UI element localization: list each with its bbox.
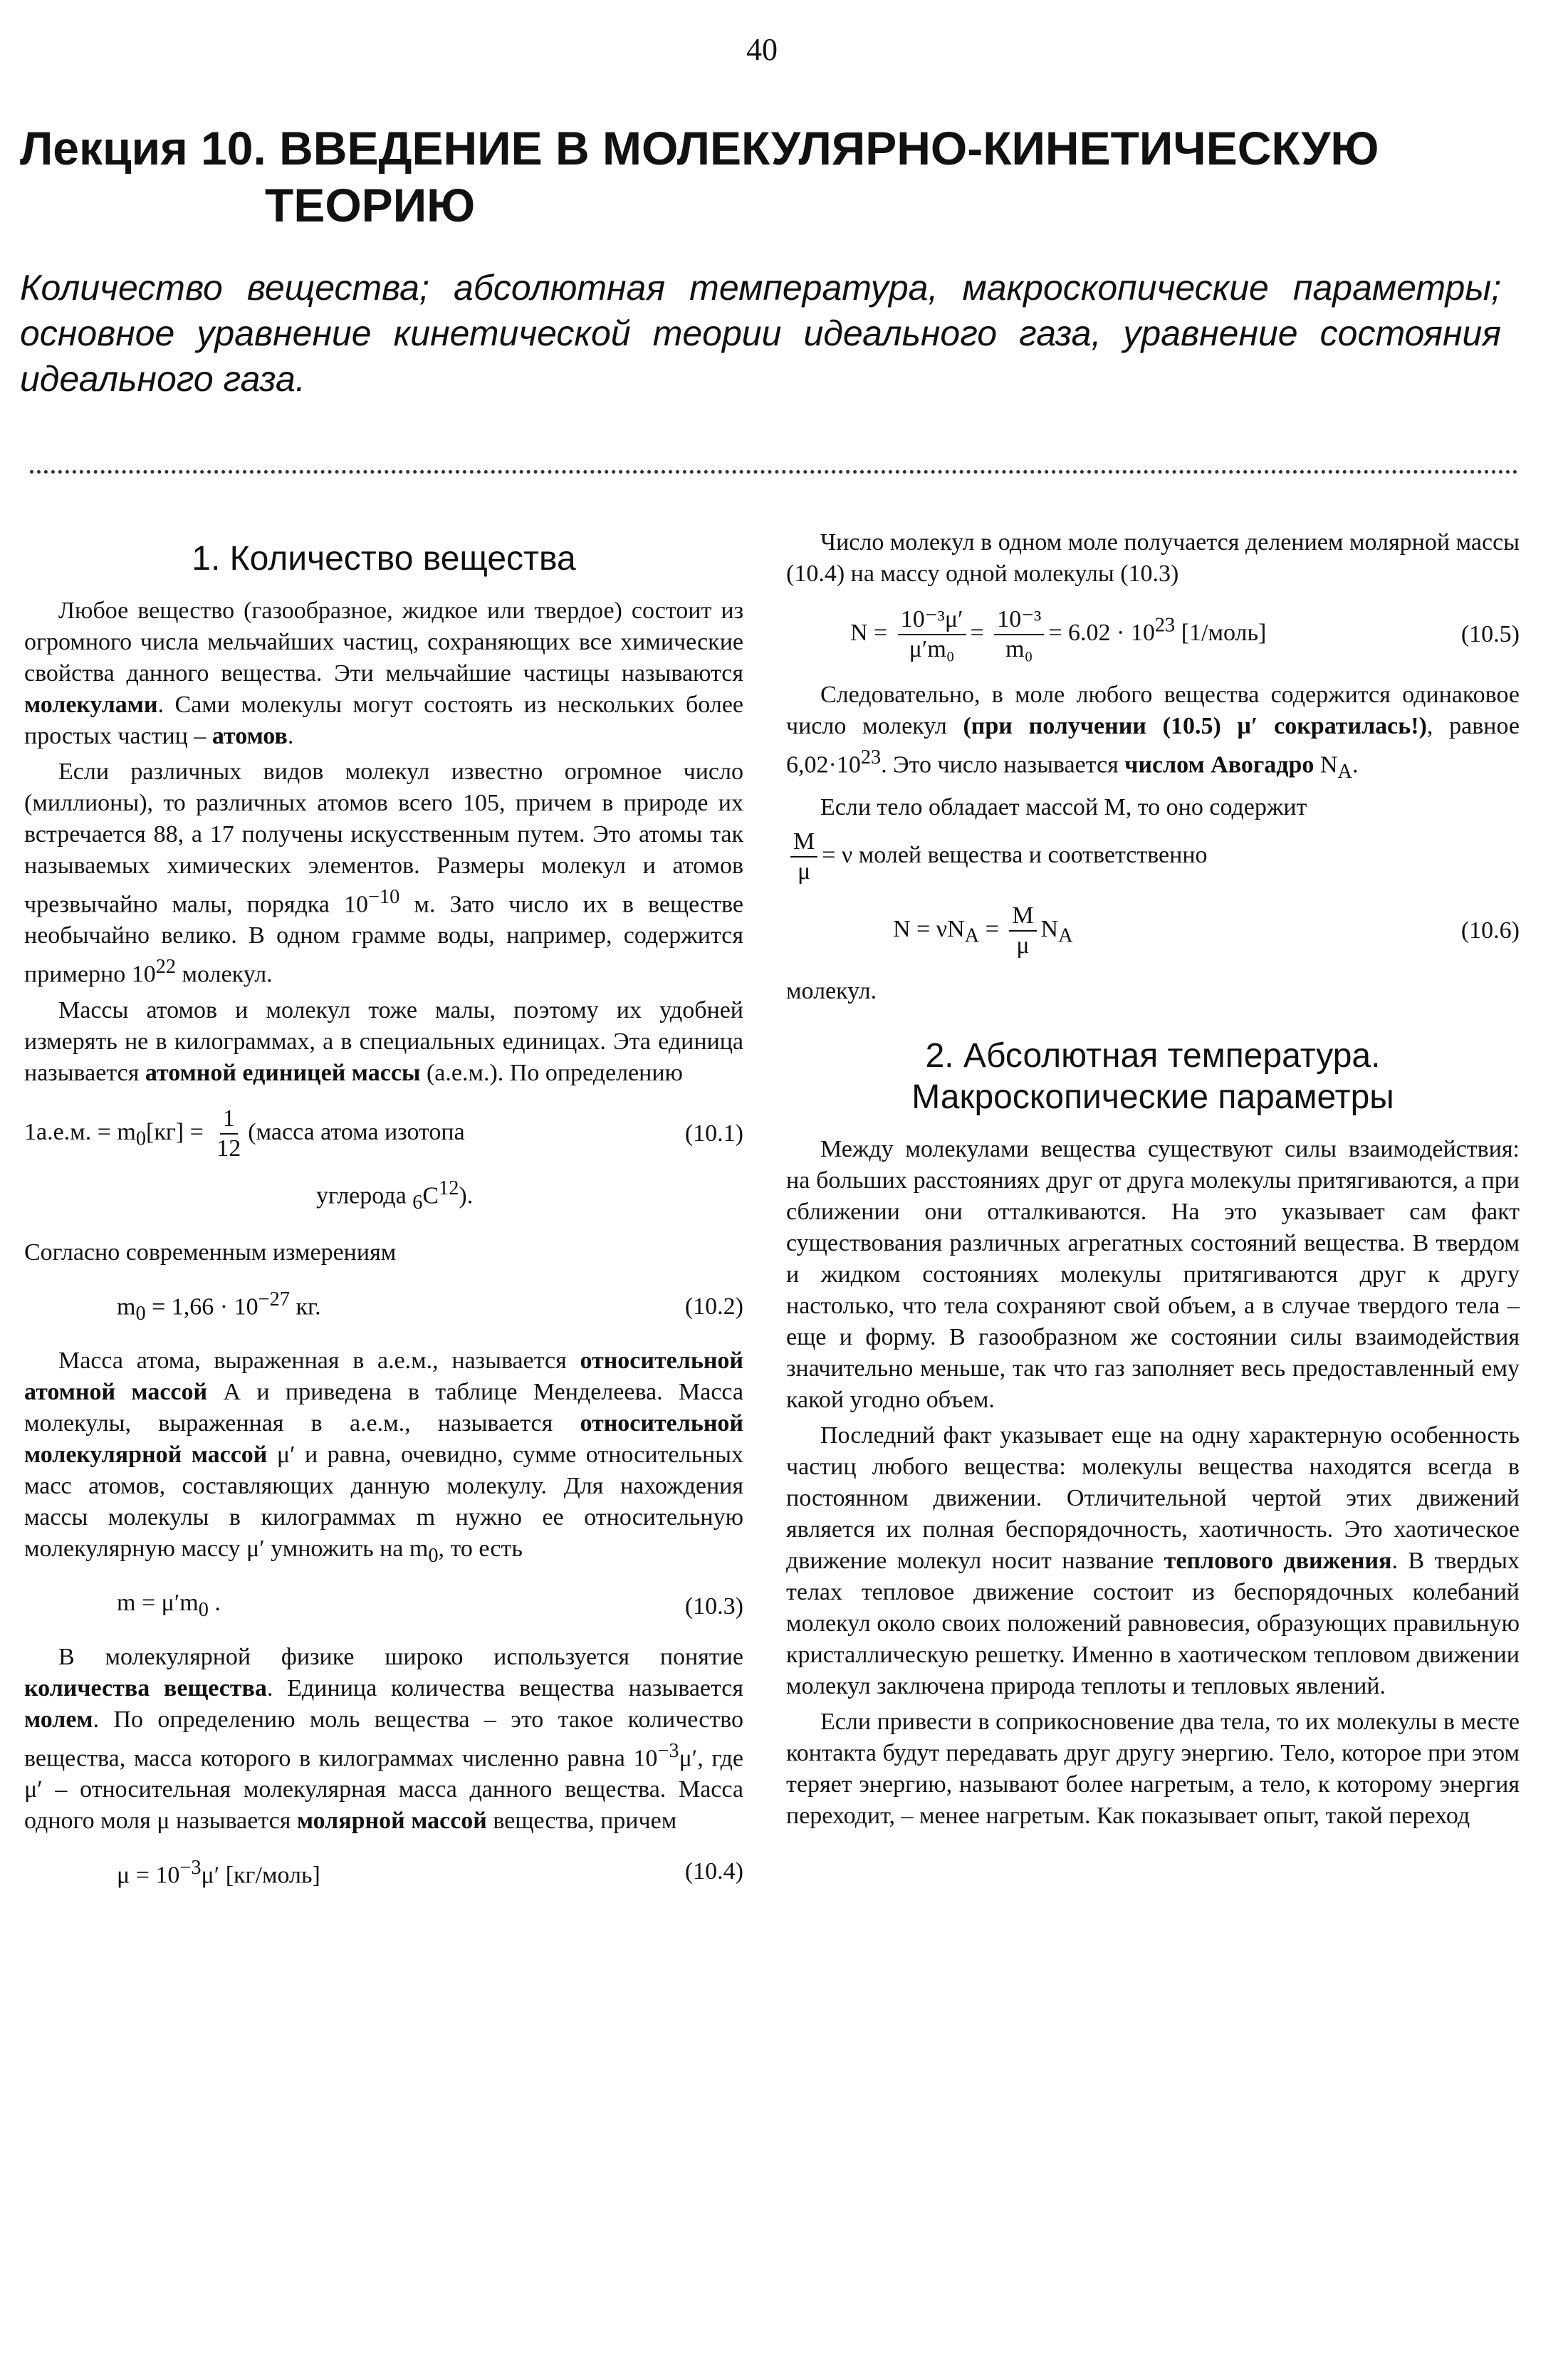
term-molar-mass: молярной массой xyxy=(296,1807,487,1834)
lecture-title xyxy=(20,120,1515,234)
paragraph: Число молекул в одном моле получается делением молярной массы (10.4) на массу одной молекулы (10.3) xyxy=(786,529,1520,587)
paragraph: Если привести в соприкосновение два тела, то их молекулы в месте контакта будут передавать друг другу энергию. Тело, которое при этом теряет энергию, называют более нагретым, а тело, к которому энергия переходит, – менее нагретым. Как показывает опыт, такой переход xyxy=(786,1709,1520,1830)
equation-number: (10.4) xyxy=(684,1857,743,1885)
equation-number: (10.1) xyxy=(684,1120,743,1147)
paragraph: Массы атомов и молекул тоже малы, поэтому их удобней измерять не в килограммах, а в специальных единицах. Эта единица называется атомной единицей массы (а.е.м.). По определению xyxy=(24,996,743,1086)
paragraph: В молекулярной физике широко используется понятие количества вещества. Единица количества вещества называется молем. По определению моль вещества – это такое количество вещества, масса которого в килограммах численно равна $10^{-3}\mu'$, где μ′ – относительная молекулярная масса данного вещества. Масса одного моля μ называется молярной массой вещества, причем xyxy=(24,1643,743,1834)
formula-10-6: $N = \nu N_A$ = $\frac{M}{\mu}$ $N_A$ (10.6) xyxy=(893,902,1520,959)
lecture-abstract: Количество вещества; абсолютная температура, макроскопические параметры; основное уравнение кинетической теории идеального газа, уравнение состояния идеального газа. xyxy=(20,268,1501,399)
paragraph: Между молекулами вещества существуют силы взаимодействия: на больших расстояниях друг от друга молекулы притягиваются, а при сближении они отталкиваются. На это указывает сам факт существования различных агрегатных состояний вещества. В твердом и жидком состояниях молекулы притягиваются друг к другу настолько, что тела сохраняют свой объем, а в случае твердого тела – еще и форму. В газообразном же состоянии силы взаимодействия значительно меньше, так что газ заполняет весь предоставленный ему какой угодно объем. xyxy=(786,1136,1520,1414)
term-atoms: атомов xyxy=(211,723,288,749)
lecture-title-line-2: ТЕОРИЮ xyxy=(265,179,476,231)
equation-number: (10.5) xyxy=(1460,621,1520,647)
formula-10-4: $\mu = 10^{-3}\mu'$ [кг/моль] (10.4) xyxy=(117,1856,743,1889)
term-amount-of-substance: количества вещества xyxy=(24,1674,267,1701)
equation-number: (10.6) xyxy=(1460,917,1520,944)
lecture-title-line-1: Лекция 10. ВВЕДЕНИЕ В МОЛЕКУЛЯРНО-КИНЕТИЧЕСКУЮ xyxy=(20,122,1379,174)
section-2-heading-line-2: Макроскопические параметры xyxy=(911,1078,1394,1117)
term-avogadro-number: числом Авогадро xyxy=(1124,751,1314,778)
term-molecules: молекулами xyxy=(24,692,158,718)
paragraph: Масса атома, выраженная в а.е.м., называется относительной атомной массой А и приведена в таблице Менделеева. Масса молекулы, выраженная в а.е.м., называется относительной молекулярной массой μ′ и равна, очевидно, сумме относительных масс атомов, составляющих данную молекулу. Для нахождения массы молекулы в килограммах m нужно ее относительную молекулярную массу μ′ умножить на $m_0$, то есть xyxy=(24,1347,744,1567)
formula-10-2: $m_0 = 1,66 \cdot 10^{-27}$ кг. (10.2) xyxy=(117,1288,743,1325)
formula-10-1: 1а.е.м. = $m_0[кг]$ = $\frac{1}{12}$ (масса атома изотопа (10.1) xyxy=(24,1105,743,1162)
term-relative-molecular-mass: относительной молекулярной массой xyxy=(24,1409,744,1468)
left-column xyxy=(24,527,743,1907)
section-1-heading: 1. Количество вещества xyxy=(192,540,576,578)
formula-10-5: N = $\frac{\text{10⁻³μ′}}{\text{μ′m₀}}$ = $\frac{\text{10⁻³}}{\text{m₀}}$ = $6.02 \cdot 10^{23}$ [1/моль] (10.5) xyxy=(850,606,1520,662)
page-number: 40 xyxy=(746,32,778,67)
moles-fraction: $\frac{M}{\mu}$ = ν молей вещества и соответственно xyxy=(786,828,1520,886)
equation-number: (10.3) xyxy=(684,1593,743,1620)
equation-number: (10.2) xyxy=(684,1293,743,1320)
dotted-divider xyxy=(30,470,1518,474)
right-column xyxy=(786,527,1520,1836)
paragraph: Согласно современным измерениям xyxy=(24,1239,397,1266)
paragraph: Любое вещество (газообразное, жидкое или твердое) состоит из огромного числа мельчайших частиц, сохраняющих все химические свойства данного вещества. Эти мельчайшие частицы называются молекулами. Сами молекулы могут состоять из нескольких более простых частиц – атомов. xyxy=(24,598,743,749)
paragraph: Последний факт указывает еще на одну характерную особенность частиц любого вещества: молекулы вещества находятся всегда в постоянном движении. Отличительной чертой этих движений является их полная беспорядочность, хаотичность. Это хаотическое движение молекул носит название теплового движения. В твердых телах тепловое движение состоит из беспорядочных колебаний молекул около своих положений равновесия, образующих правильную кристаллическую решетку. Именно в хаотическом тепловом движении молекул заключена природа теплоты и тепловых явлений. xyxy=(786,1422,1520,1700)
section-2-heading xyxy=(786,1036,1520,1118)
paragraph: Если тело обладает массой M, то оно содержит xyxy=(820,794,1307,821)
term-thermal-motion: теплового движения xyxy=(1164,1548,1392,1575)
formula-10-1-continuation: углерода $_6C^{12}$). xyxy=(316,1177,474,1214)
paragraph: молекул. xyxy=(786,978,877,1005)
term-relative-atomic-mass: относительной атомной массой xyxy=(24,1347,744,1405)
section-2-heading-line-1: 2. Абсолютная температура. xyxy=(925,1037,1381,1075)
formula-10-3: $m = \mu'm_0$ . (10.3) xyxy=(24,1588,743,1626)
term-amu: атомной единицей массы xyxy=(145,1059,421,1086)
paragraph: Следовательно, в моле любого вещества содержится одинаковое число молекул (при получении (10.5) μ′ сократилась!), равное $6,02\cdot 10^{23}$. Это число называется числом Авогадро $N_A$. xyxy=(786,682,1520,783)
term-mole: молем xyxy=(24,1706,93,1733)
paragraph: Если различных видов молекул известно огромное число (миллионы), то различных атомов всего 105, причем в природе их встречается 88, а 17 получены искусственным путем. Это атомы так называемых химических элементов. Размеры молекул и атомов чрезвычайно малы, порядка $10^{-10}$ м. Зато число их в веществе необычайно велико. В одном грамме воды, например, содержится примерно $10^{22}$ молекул. xyxy=(24,759,743,988)
note-mu-cancelled: (при получении (10.5) μ′ сократилась!) xyxy=(963,713,1427,739)
